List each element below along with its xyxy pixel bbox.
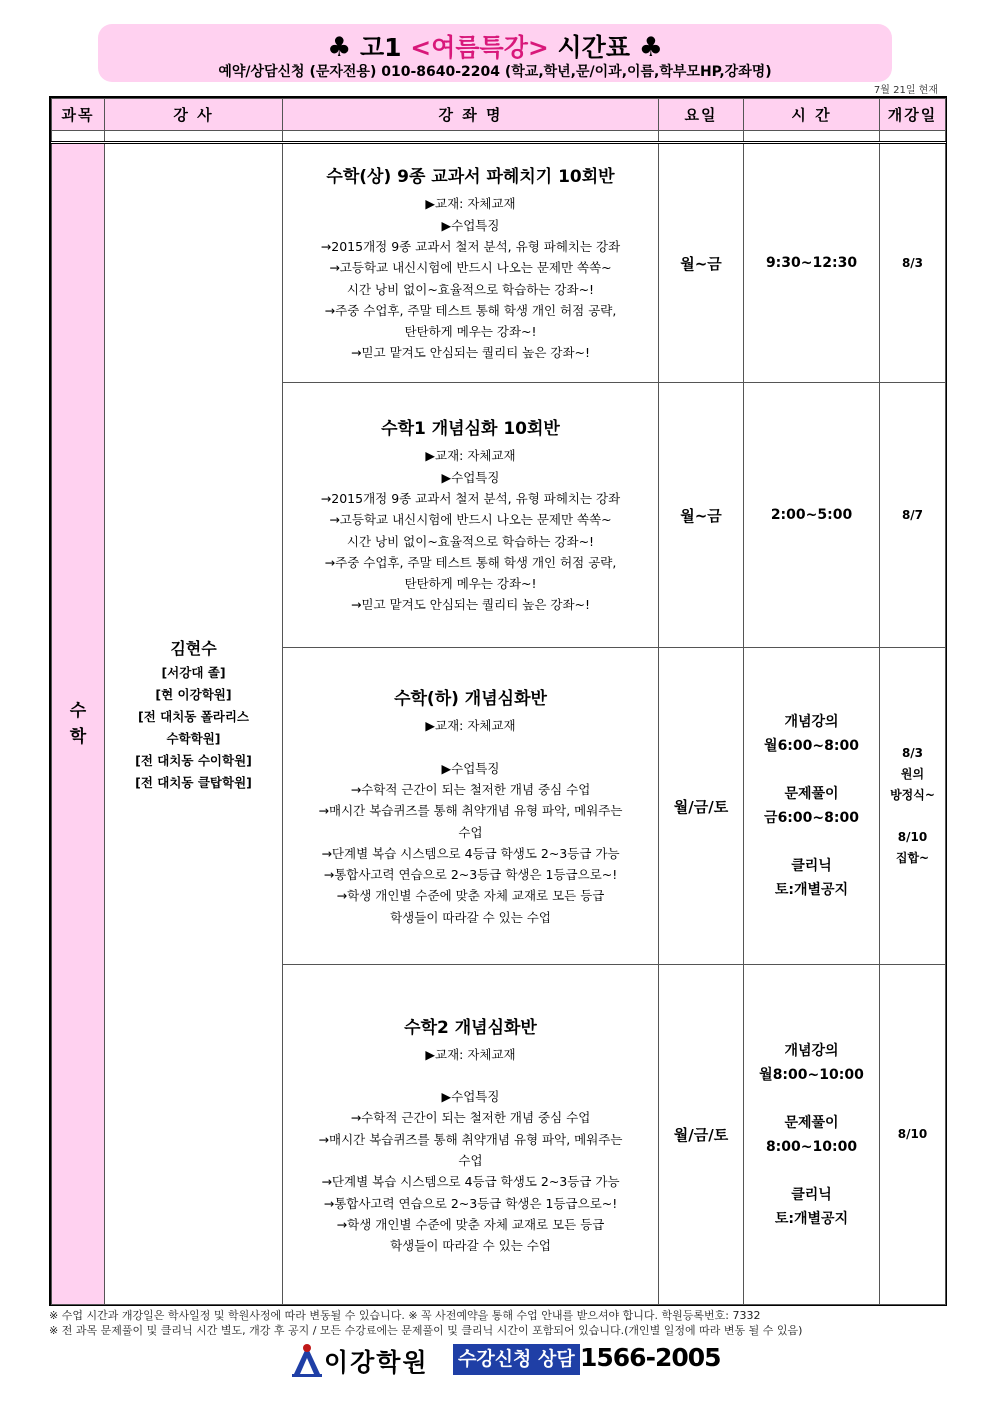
course-line: ▶교재: 자체교재 <box>425 448 516 464</box>
phone-number: 1566-2005 <box>580 1343 721 1372</box>
course-line: →2015개정 9종 교과서 철저 분석, 유형 파헤치는 강좌 <box>320 490 621 506</box>
course-line: →수학적 근간이 되는 철저한 개념 중심 수업 <box>350 1110 591 1126</box>
course-line: →매시간 복습퀴즈를 통해 취약개념 유형 파악, 메워주는 <box>318 1131 623 1147</box>
signup-badge: 수강신청 상담 <box>453 1344 580 1375</box>
teacher-name: 김현수 <box>170 639 217 658</box>
event-label: <여름특강> <box>410 33 549 62</box>
time-cell: 개념강의 월6:00~8:00 문제풀이 금6:00~8:00 클리닉 토:개별공지 <box>744 648 880 965</box>
course-line: 학생들이 따라갈 수 있는 수업 <box>390 1238 551 1254</box>
course-title: 수학(상) 9종 교과서 파헤치기 10회반 <box>326 167 615 188</box>
days-cell: 월~금 <box>659 383 744 648</box>
days-cell: 월/금/토 <box>659 648 744 965</box>
course-line: ▶교재: 자체교재 <box>425 718 516 734</box>
course-line: →통합사고력 연습으로 2~3등급 학생은 1등급으로~! <box>323 867 618 883</box>
course-line: →2015개정 9종 교과서 철저 분석, 유형 파헤치는 강좌 <box>320 238 621 254</box>
academy-logo-bar <box>290 1340 721 1380</box>
header-course: 강 좌 명 <box>283 99 659 131</box>
teacher-credential: 수학학원] <box>166 731 221 746</box>
teacher-credential: [전 대치동 수이학원] <box>135 753 252 768</box>
start-cell: 8/10 <box>880 965 946 1305</box>
header-teacher: 강 사 <box>105 99 283 131</box>
header-banner <box>98 24 892 82</box>
course-line: →매시간 복습퀴즈를 통해 취약개념 유형 파악, 메워주는 <box>318 803 623 819</box>
club-icon: ♣ <box>327 32 352 63</box>
course-line: 시간 낭비 없이~효율적으로 학습하는 강좌~! <box>346 281 595 297</box>
course-line: →단계별 복습 시스템으로 4등급 학생도 2~3등급 가능 <box>321 1174 620 1190</box>
timetable-table <box>51 98 946 1305</box>
timetable <box>49 96 947 1306</box>
course-line: 시간 낭비 없이~효율적으로 학습하는 강좌~! <box>346 533 595 549</box>
course-line: ▶수업특징 <box>441 217 500 233</box>
course-line: →학생 개인별 수준에 맞춘 자체 교재로 모든 등급 <box>336 888 605 904</box>
time-cell: 2:00~5:00 <box>744 383 880 648</box>
course-line: →고등학교 내신시험에 반드시 나오는 문제만 쏙쏙~ <box>329 260 612 276</box>
start-cell: 8/3 <box>880 143 946 383</box>
course-line: 탄탄하게 메우는 강좌~! <box>404 576 537 592</box>
course-line: ▶교재: 자체교재 <box>425 196 516 212</box>
footer-note: ※ 전 과목 문제풀이 및 클리닉 시간 별도, 개강 후 공지 / 모든 수강료에는 문제풀이 및 클리닉 시간이 포함되어 있습니다.(개인별 일정에 따라 변동 될 수 있음) <box>49 1324 803 1337</box>
page-title <box>98 28 892 64</box>
course-title: 수학2 개념심화반 <box>404 1017 537 1038</box>
footer-note: ※ 수업 시간과 개강일은 학사일정 및 학원사정에 따라 변동될 수 있습니다. ※ 꼭 사전예약을 통해 수업 안내를 받으셔야 합니다. 학원등록번호: 7332 <box>49 1309 761 1322</box>
course-cell <box>283 383 659 648</box>
course-line: →수학적 근간이 되는 철저한 개념 중심 수업 <box>350 781 591 797</box>
academy-name: 이강학원 <box>324 1348 429 1377</box>
header-start: 개강일 <box>880 99 946 131</box>
course-line: →고등학교 내신시험에 반드시 나오는 문제만 쏙쏙~ <box>329 512 612 528</box>
start-cell: 8/7 <box>880 383 946 648</box>
course-line: →주중 수업후, 주말 테스트 통해 학생 개인 허점 공략, <box>324 302 617 318</box>
time-cell: 개념강의 월8:00~10:00 문제풀이 8:00~10:00 클리닉 토:개별공지 <box>744 965 880 1305</box>
academy-emblem-icon <box>290 1340 324 1378</box>
course-title: 수학(하) 개념심화반 <box>394 689 547 710</box>
course-line <box>291 736 650 757</box>
time-cell: 9:30~12:30 <box>744 143 880 383</box>
course-cell <box>283 648 659 965</box>
header-days: 요일 <box>659 99 744 131</box>
teacher-credential: [현 이강학원] <box>155 687 232 702</box>
subject-cell: 수 학 <box>52 143 105 1305</box>
course-cell <box>283 143 659 383</box>
header-subject: 과목 <box>52 99 105 131</box>
course-line: 학생들이 따라갈 수 있는 수업 <box>390 909 551 925</box>
table-header-row <box>52 99 946 131</box>
course-line: 수업 <box>458 1153 483 1168</box>
course-line: →믿고 맡겨도 안심되는 퀄리티 높은 강좌~! <box>350 345 591 361</box>
days-cell: 월/금/토 <box>659 965 744 1305</box>
course-line <box>291 1065 650 1086</box>
timetable-label: 시간표 <box>557 33 630 62</box>
grade-label: 고1 <box>360 33 402 62</box>
table-row <box>52 143 946 383</box>
course-line: →믿고 맡겨도 안심되는 퀄리티 높은 강좌~! <box>350 597 591 613</box>
course-line: 탄탄하게 메우는 강좌~! <box>404 324 537 340</box>
teacher-cell <box>105 143 283 1305</box>
teacher-credential: [서강대 졸] <box>161 665 226 680</box>
teacher-credential: [전 대치동 폴라리스 <box>137 709 250 724</box>
course-line: ▶수업특징 <box>441 469 500 485</box>
as-of-date: 7월 21일 현재 <box>873 85 938 96</box>
course-line: 수업 <box>458 824 483 840</box>
course-title: 수학1 개념심화 10회반 <box>381 419 560 440</box>
club-icon: ♣ <box>638 32 663 63</box>
course-line: →학생 개인별 수준에 맞춘 자체 교재로 모든 등급 <box>336 1216 605 1232</box>
course-cell <box>283 965 659 1305</box>
contact-subtitle: 예약/상담신청 (문자전용) 010-8640-2204 (학교,학년,문/이과,이름,학부모HP,강좌명) <box>218 64 772 80</box>
course-line: →통합사고력 연습으로 2~3등급 학생은 1등급으로~! <box>323 1195 618 1211</box>
course-line: ▶수업특징 <box>441 1089 500 1105</box>
header-spacer-row <box>52 131 946 143</box>
teacher-credential: [전 대치동 클탑학원] <box>135 775 252 790</box>
start-cell: 8/3 원의 방정식~ 8/10 집합~ <box>880 648 946 965</box>
days-cell: 월~금 <box>659 143 744 383</box>
course-line: ▶교재: 자체교재 <box>425 1046 516 1062</box>
course-line: →주중 수업후, 주말 테스트 통해 학생 개인 허점 공략, <box>324 554 617 570</box>
course-line: →단계별 복습 시스템으로 4등급 학생도 2~3등급 가능 <box>321 845 620 861</box>
header-time: 시 간 <box>744 99 880 131</box>
course-line: ▶수업특징 <box>441 760 500 776</box>
